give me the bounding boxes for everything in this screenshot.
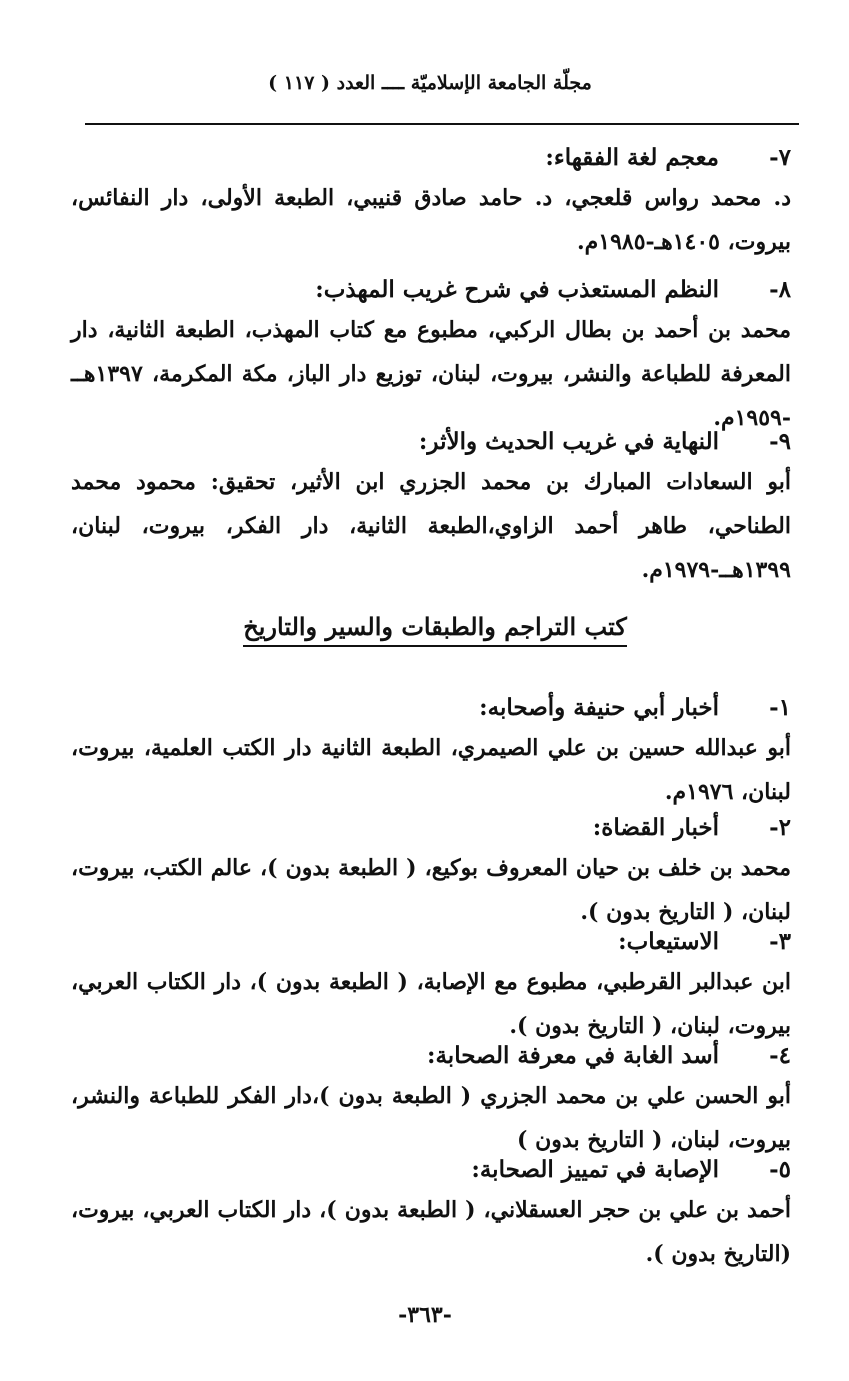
entry-body: أحمد بن علي بن حجر العسقلاني، ( الطبعة بدون )، دار الكتاب العربي، بيروت، (التاريخ بدون ).: [71, 1197, 791, 1267]
entry-number: ٩-: [769, 428, 791, 455]
entry-number: ٣-: [769, 928, 791, 955]
entry-4: [71, 1038, 791, 1162]
entry-8: [71, 272, 791, 440]
entry-title: الإصابة في تمييز الصحابة:: [471, 1156, 719, 1183]
entry-body: محمد بن خلف بن حيان المعروف بوكيع، ( الطبعة بدون )، عالم الكتب، بيروت، لبنان، ( التاريخ بدون ).: [71, 855, 791, 925]
entry-head: [71, 424, 791, 460]
entry-title: أخبار القضاة:: [592, 814, 719, 841]
entry-title: النهاية في غريب الحديث والأثر:: [418, 428, 719, 455]
entry-5: [71, 1152, 791, 1276]
entry-title: معجم لغة الفقهاء:: [545, 144, 719, 171]
entry-title: أسد الغابة في معرفة الصحابة:: [426, 1042, 719, 1069]
entry-number: ٢-: [769, 814, 791, 841]
entry-head: [71, 1152, 791, 1188]
running-header: مجلّة الجامعة الإسلاميّة ــــ العدد ( ١١٧ ): [268, 72, 592, 94]
entry-body: أبو عبدالله حسين بن علي الصيمري، الطبعة الثانية دار الكتب العلمية، بيروت، لبنان، ١٩٧٦م.: [71, 735, 791, 805]
entry-1: [71, 690, 791, 814]
entry-number: ٥-: [769, 1156, 791, 1183]
entry-head: [71, 1038, 791, 1074]
entry-body: د. محمد رواس قلعجي، د. حامد صادق قنيبي، الطبعة الأولى، دار النفائس، بيروت، ١٤٠٥هـ-١٩٨٥م.: [71, 185, 791, 255]
header-divider: [85, 123, 799, 125]
entry-number: ١-: [769, 694, 791, 721]
entry-number: ٤-: [769, 1042, 791, 1069]
page-number: -٣٦٣-: [398, 1302, 452, 1328]
entry-body: ابن عبدالبر القرطبي، مطبوع مع الإصابة، ( الطبعة بدون )، دار الكتاب العربي، بيروت، لبنان، ( التاريخ بدون ).: [71, 969, 791, 1039]
entry-body: محمد بن أحمد بن بطال الركبي، مطبوع مع كتاب المهذب، الطبعة الثانية، دار المعرفة للطباعة والنشر، بيروت، لبنان، توزيع دار الباز، مكة المكرمة، ١٣٩٧هــ -١٩٥٩م.: [71, 317, 791, 431]
entry-head: [71, 140, 791, 176]
entry-body: أبو السعادات المبارك بن محمد الجزري ابن الأثير، تحقيق: محمود محمد الطناحي، طاهر أحمد الزاوي،الطبعة الثانية، دار الفكر، بيروت، لبنان، ١٣٩٩هــ-١٩٧٩م.: [71, 469, 791, 583]
entry-title: الاستيعاب:: [618, 928, 719, 955]
entry-number: ٧-: [769, 144, 791, 171]
entry-2: [71, 810, 791, 934]
entry-title: أخبار أبي حنيفة وأصحابه:: [479, 694, 719, 721]
entry-3: [71, 924, 791, 1048]
entry-number: ٨-: [769, 276, 791, 303]
entry-head: [71, 690, 791, 726]
entry-head: [71, 924, 791, 960]
entry-head: [71, 272, 791, 308]
entry-title: النظم المستعذب في شرح غريب المهذب:: [315, 276, 719, 303]
entry-7: [71, 140, 791, 264]
entry-body: أبو الحسن علي بن محمد الجزري ( الطبعة بدون )،دار الفكر للطباعة والنشر، بيروت، لبنان، ( التاريخ بدون ): [71, 1083, 791, 1153]
section-heading-text: كتب التراجم والطبقات والسير والتاريخ: [243, 612, 627, 647]
entry-9: [71, 424, 791, 592]
section-heading: [225, 612, 645, 641]
entry-head: [71, 810, 791, 846]
